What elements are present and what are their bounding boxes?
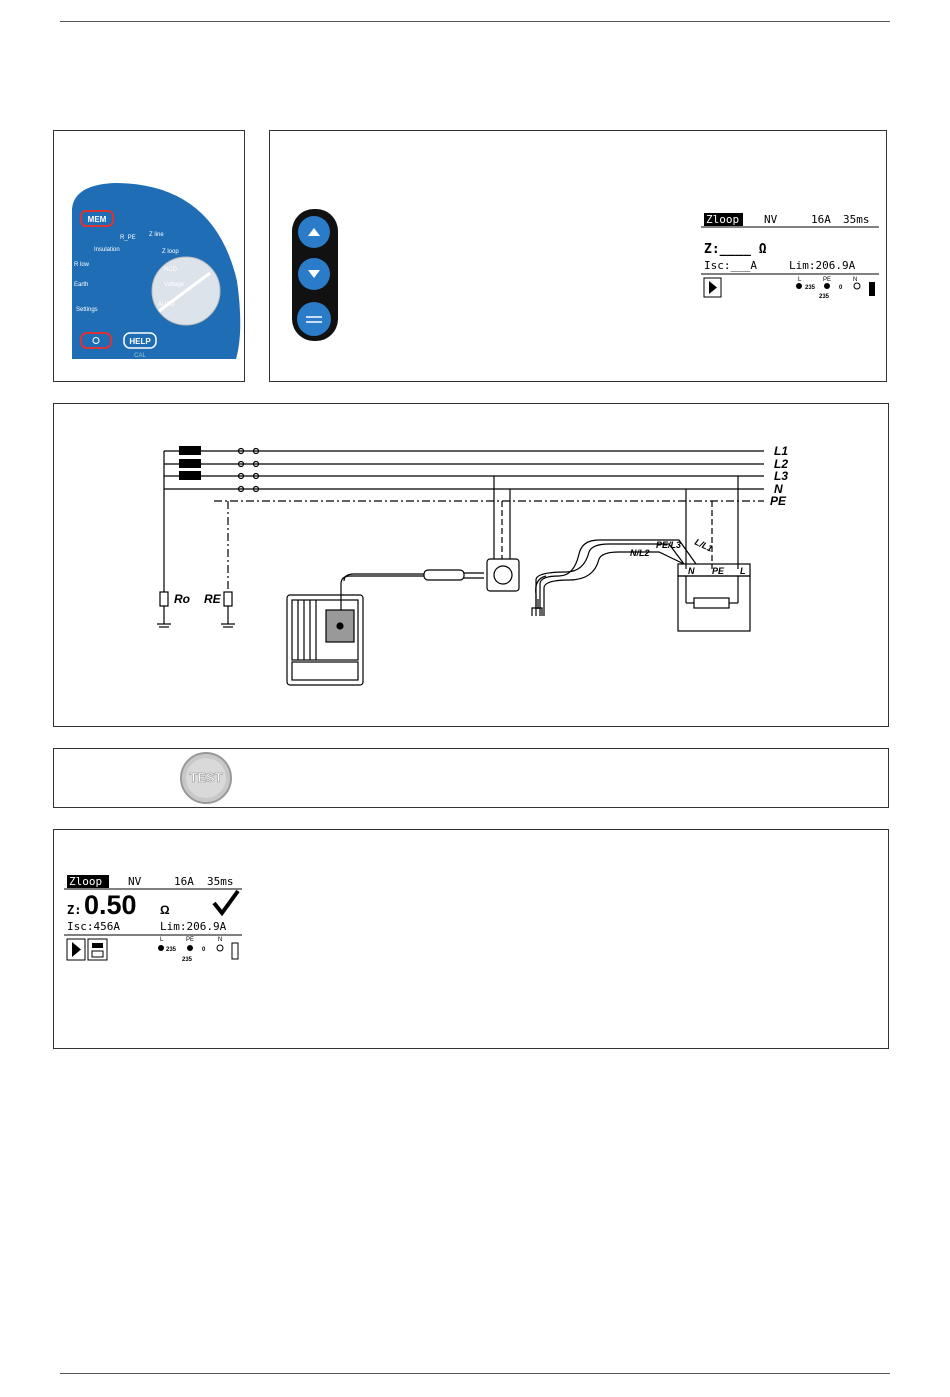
lcd-isc: Isc:___A bbox=[704, 259, 757, 272]
line-label: PE bbox=[770, 494, 787, 508]
lcd-voltage: 235 bbox=[166, 947, 177, 953]
footer-rule bbox=[60, 1373, 890, 1374]
help-button[interactable]: HELP bbox=[129, 337, 151, 346]
resistor-label: RE bbox=[204, 592, 221, 606]
enter-key[interactable] bbox=[297, 302, 331, 336]
selector-label: RCD bbox=[164, 267, 177, 273]
terminal-label: L bbox=[740, 566, 746, 576]
parameter-panel bbox=[269, 130, 887, 382]
selector-label: Earth bbox=[74, 282, 89, 288]
lcd-limit: Lim:206.9A bbox=[160, 920, 227, 933]
selector-label: Z line bbox=[149, 232, 164, 238]
resistor-label: Ro bbox=[174, 592, 190, 606]
lcd-limit: Lim:206.9A bbox=[789, 259, 856, 272]
selector-label: R low bbox=[74, 262, 90, 268]
lcd-nv: NV bbox=[128, 875, 142, 888]
lcd-mode: Zloop bbox=[69, 875, 103, 888]
lcd-voltage: 0 bbox=[202, 947, 206, 953]
lcd-terminal: N bbox=[853, 277, 858, 283]
selector-label: AUTO bbox=[158, 302, 175, 308]
lcd-z-label: Z: bbox=[67, 903, 82, 917]
line-label: N bbox=[774, 482, 783, 496]
line-label: L1 bbox=[774, 444, 789, 458]
lcd-terminal: L bbox=[160, 937, 164, 943]
result-panel bbox=[53, 829, 889, 1049]
mem-button[interactable]: MEM bbox=[87, 215, 107, 224]
lcd-voltage: 0 bbox=[839, 285, 843, 291]
lcd-voltage: 235 bbox=[819, 294, 830, 300]
lcd-voltage: 235 bbox=[805, 285, 816, 291]
lead-label: L/L1 bbox=[693, 536, 715, 554]
test-button-label: TEST bbox=[189, 770, 223, 785]
lcd-terminal: N bbox=[218, 937, 223, 943]
cal-label: CAL bbox=[134, 353, 146, 359]
lead-label: N/L2 bbox=[630, 548, 650, 558]
lcd-initial-screen bbox=[701, 210, 881, 300]
lcd-time: 35ms bbox=[207, 875, 234, 888]
lcd-current: 16A bbox=[174, 875, 194, 888]
lcd-z-value: Z:____ Ω bbox=[704, 242, 767, 257]
connection-diagram-panel bbox=[53, 403, 889, 727]
test-panel bbox=[53, 748, 889, 808]
lcd-time: 35ms bbox=[843, 213, 870, 226]
line-label: L3 bbox=[774, 469, 789, 483]
selector-label: Settings bbox=[76, 307, 98, 313]
selector-label: Voltage bbox=[164, 282, 185, 288]
lcd-mode: Zloop bbox=[706, 213, 740, 226]
selector-label: Insulation bbox=[94, 247, 120, 253]
selector-label: Z loop bbox=[162, 249, 179, 255]
header-rule bbox=[60, 21, 890, 22]
lcd-z-unit: Ω bbox=[160, 903, 170, 917]
power-button[interactable] bbox=[81, 333, 111, 348]
lcd-terminal: L bbox=[798, 277, 802, 283]
test-key-graphic bbox=[176, 749, 236, 807]
lcd-isc: Isc:456A bbox=[67, 920, 120, 933]
selector-label: R_PE bbox=[120, 235, 136, 241]
selector-panel bbox=[53, 130, 245, 382]
lcd-voltage: 235 bbox=[182, 957, 193, 963]
connection-diagram bbox=[54, 404, 888, 726]
lcd-result-screen bbox=[64, 873, 244, 965]
lcd-terminal: PE bbox=[823, 277, 832, 283]
lead-label: PE/L3 bbox=[656, 540, 682, 550]
lcd-terminal: PE bbox=[186, 937, 195, 943]
function-selector-image bbox=[54, 131, 244, 381]
lcd-current: 16A bbox=[811, 213, 831, 226]
terminal-label: N bbox=[688, 566, 695, 576]
lcd-z-value: 0.50 bbox=[84, 890, 137, 920]
line-label: L2 bbox=[774, 457, 789, 471]
lcd-nv: NV bbox=[764, 213, 778, 226]
terminal-label: PE bbox=[712, 566, 725, 576]
battery-icon bbox=[869, 282, 875, 296]
